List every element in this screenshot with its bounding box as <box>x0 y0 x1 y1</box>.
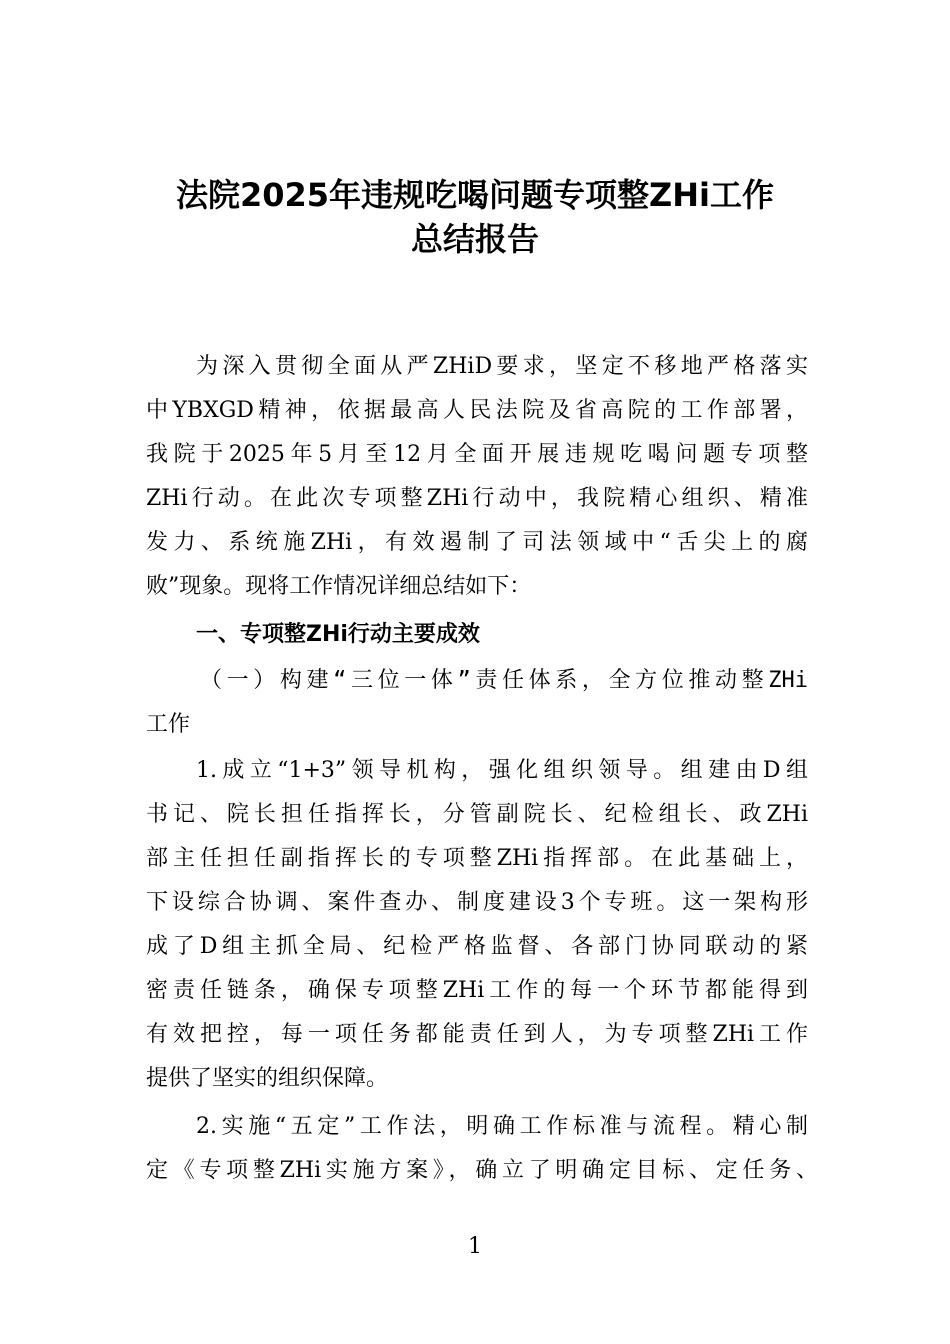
document-title-line-2: 总结报告 <box>410 220 539 258</box>
subsection-heading-continued: 工作 <box>146 712 191 737</box>
paragraph-line: 我院于2025年5月至12月全面开展违规吃喝问题专项整 <box>146 442 808 467</box>
document-title-line-1: 法院2025年违规吃喝问题专项整ZHi工作 <box>175 176 775 214</box>
paragraph-line: 部主任担任副指挥长的专项整ZHi指挥部。在此基础上， <box>146 846 808 871</box>
page-number: 1 <box>468 1234 482 1259</box>
paragraph-line: 成了D组主抓全局、纪检严格监督、各部门协同联动的紧 <box>146 934 808 959</box>
paragraph-line: 有效把控，每一项任务都能责任到人，为专项整ZHi工作 <box>146 1022 808 1047</box>
paragraph-line: 密责任链条，确保专项整ZHi工作的每一个环节都能得到 <box>146 978 808 1003</box>
paragraph-line: 败”现象。现将工作情况详细总结如下： <box>146 574 532 599</box>
paragraph-line: ZHi行动。在此次专项整ZHi行动中，我院精心组织、精准 <box>146 486 808 511</box>
paragraph-line: 定《专项整ZHi实施方案》，确立了明确定目标、定任务、 <box>146 1158 818 1183</box>
paragraph-line: 书记、院长担任指挥长，分管副院长、纪检组长、政ZHi <box>146 802 808 827</box>
paragraph-line: 中YBXGD精神，依据最高人民法院及省高院的工作部署， <box>146 398 808 423</box>
paragraph-line: 2.实施“五定”工作法，明确工作标准与流程。精心制 <box>196 1114 808 1139</box>
paragraph-line: 下设综合协调、案件查办、制度建设3个专班。这一架构形 <box>146 890 808 915</box>
paragraph-line: 1.成立“1+3”领导机构，强化组织领导。组建由D组 <box>196 758 808 783</box>
section-heading: 一、专项整ZHi行动主要成效 <box>196 622 480 647</box>
paragraph-line: 提供了坚实的组织保障。 <box>146 1066 389 1091</box>
subsection-heading: （一）构建“三位一体”责任体系，全方位推动整ZHi <box>200 668 808 693</box>
paragraph-line: 为深入贯彻全面从严ZHiD要求，坚定不移地严格落实 <box>196 354 808 379</box>
paragraph-line: 发力、系统施ZHi，有效遏制了司法领域中“舌尖上的腐 <box>146 530 808 555</box>
